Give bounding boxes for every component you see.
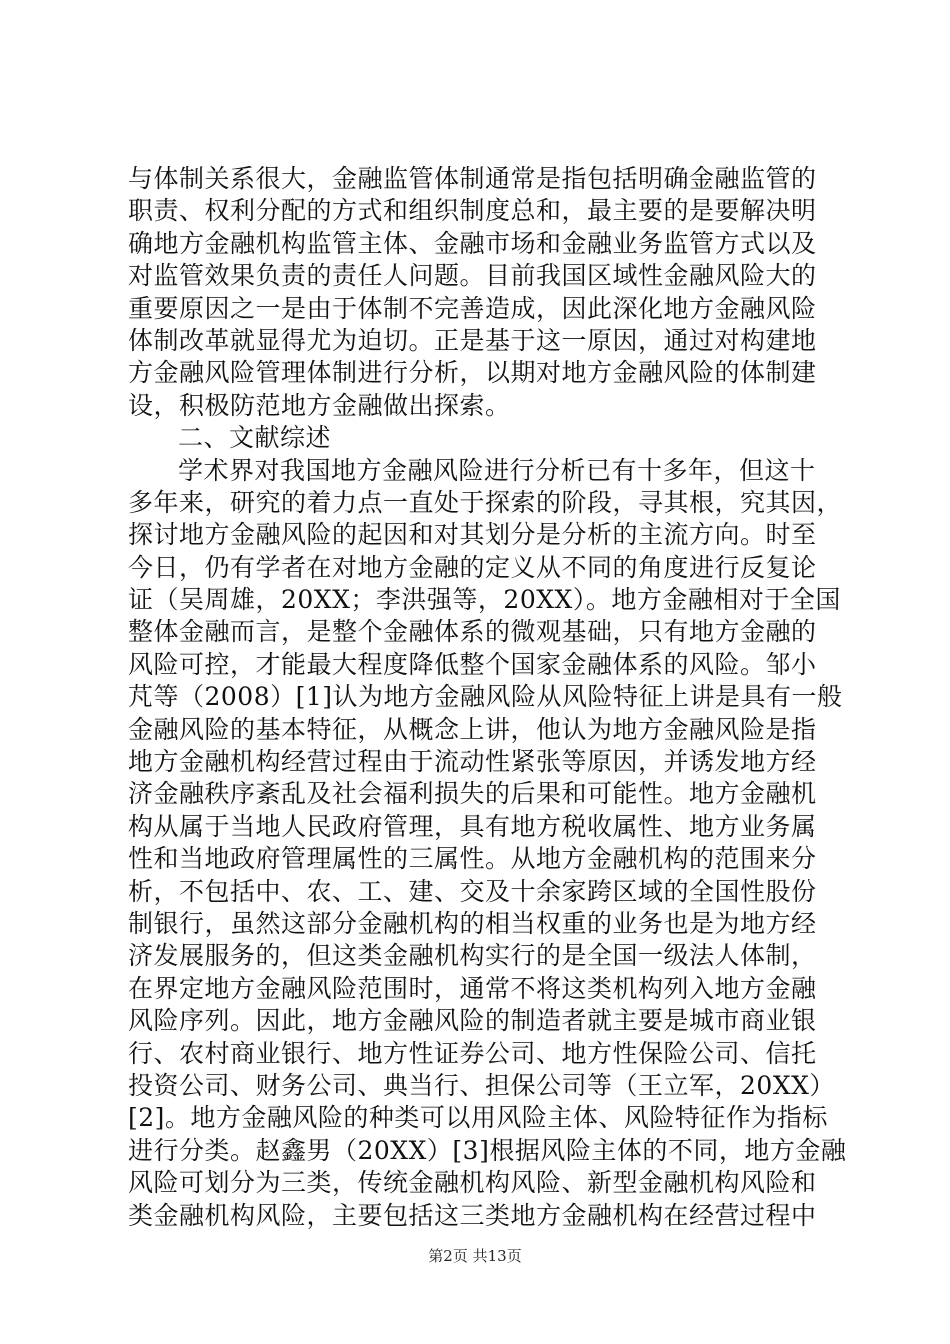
text-line: 投资公司、财务公司、典当行、担保公司等（王立军，20XX）	[128, 1070, 835, 1100]
paragraph-1	[128, 163, 840, 422]
text-line: 制银行，虽然这部分金融机构的相当权重的业务也是为地方经	[128, 908, 817, 938]
page-number-footer: 第2页 共13页	[428, 1247, 522, 1265]
text-line: 金融风险的基本特征，从概念上讲，他认为地方金融风险是指	[128, 714, 817, 744]
text-line: 性和当地政府管理属性的三属性。从地方金融机构的范围来分	[128, 844, 817, 874]
text-line: 类金融机构风险，主要包括这三类地方金融机构在经营过程中	[128, 1200, 817, 1230]
text-line: 析，不包括中、农、工、建、交及十余家跨区域的全国性股份	[128, 876, 817, 906]
text-line: 地方金融机构经营过程由于流动性紧张等原因，并诱发地方经	[128, 747, 817, 777]
text-line: 确地方金融机构监管主体、金融市场和金融业务监管方式以及	[128, 228, 817, 258]
text-line: 重要原因之一是由于体制不完善造成，因此深化地方金融风险	[128, 293, 817, 323]
text-line: 多年来，研究的着力点一直处于探索的阶段，寻其根，究其因，	[128, 487, 843, 517]
text-line: 构从属于当地人民政府管理，具有地方税收属性、地方业务属	[128, 811, 817, 841]
text-line: 设，积极防范地方金融做出探索。	[128, 390, 511, 420]
text-line: 济金融秩序紊乱及社会福利损失的后果和可能性。地方金融机	[128, 779, 817, 809]
text-line: 探讨地方金融风险的起因和对其划分是分析的主流方向。时至	[128, 520, 817, 550]
text-line: 学术界对我国地方金融风险进行分析已有十多年，但这十	[178, 455, 816, 485]
text-line: 职责、权利分配的方式和组织制度总和，最主要的是要解决明	[128, 196, 817, 226]
text-line: 芃等（2008）[1]认为地方金融风险从风险特征上讲是具有一般	[128, 682, 843, 712]
text-line: 方金融风险管理体制进行分析，以期对地方金融风险的体制建	[128, 358, 817, 388]
text-line: 整体金融而言，是整个金融体系的微观基础，只有地方金融的	[128, 617, 817, 647]
text-line: 进行分类。赵鑫男（20XX）[3]根据风险主体的不同，地方金融	[128, 1135, 847, 1165]
text-line: 济发展服务的，但这类金融机构实行的是全国一级法人体制，	[128, 941, 817, 971]
document-body	[128, 163, 847, 1232]
text-line: 风险可划分为三类，传统金融机构风险、新型金融机构风险和	[128, 1168, 817, 1198]
text-line: 风险可控，才能最大程度降低整个国家金融体系的风险。邹小	[128, 649, 817, 679]
text-line: 行、农村商业银行、地方性证券公司、地方性保险公司、信托	[128, 1038, 817, 1068]
text-line: [2]。地方金融风险的种类可以用风险主体、风险特征作为指标	[128, 1103, 828, 1133]
text-line: 体制改革就显得尤为迫切。正是基于这一原因，通过对构建地	[128, 325, 817, 355]
text-line: 对监管效果负责的责任人问题。目前我国区域性金融风险大的	[128, 261, 817, 291]
section-heading: 二、文献综述	[178, 423, 332, 453]
paragraph-2	[128, 455, 847, 1232]
text-line: 风险序列。因此，地方金融风险的制造者就主要是城市商业银	[128, 1006, 817, 1036]
text-line: 证（吴周雄，20XX；李洪强等，20XX）。地方金融相对于全国	[128, 585, 841, 615]
text-line: 今日，仍有学者在对地方金融的定义从不同的角度进行反复论	[128, 552, 817, 582]
text-line: 与体制关系很大，金融监管体制通常是指包括明确金融监管的	[128, 164, 817, 193]
text-line: 在界定地方金融风险范围时，通常不将这类机构列入地方金融	[128, 973, 817, 1003]
